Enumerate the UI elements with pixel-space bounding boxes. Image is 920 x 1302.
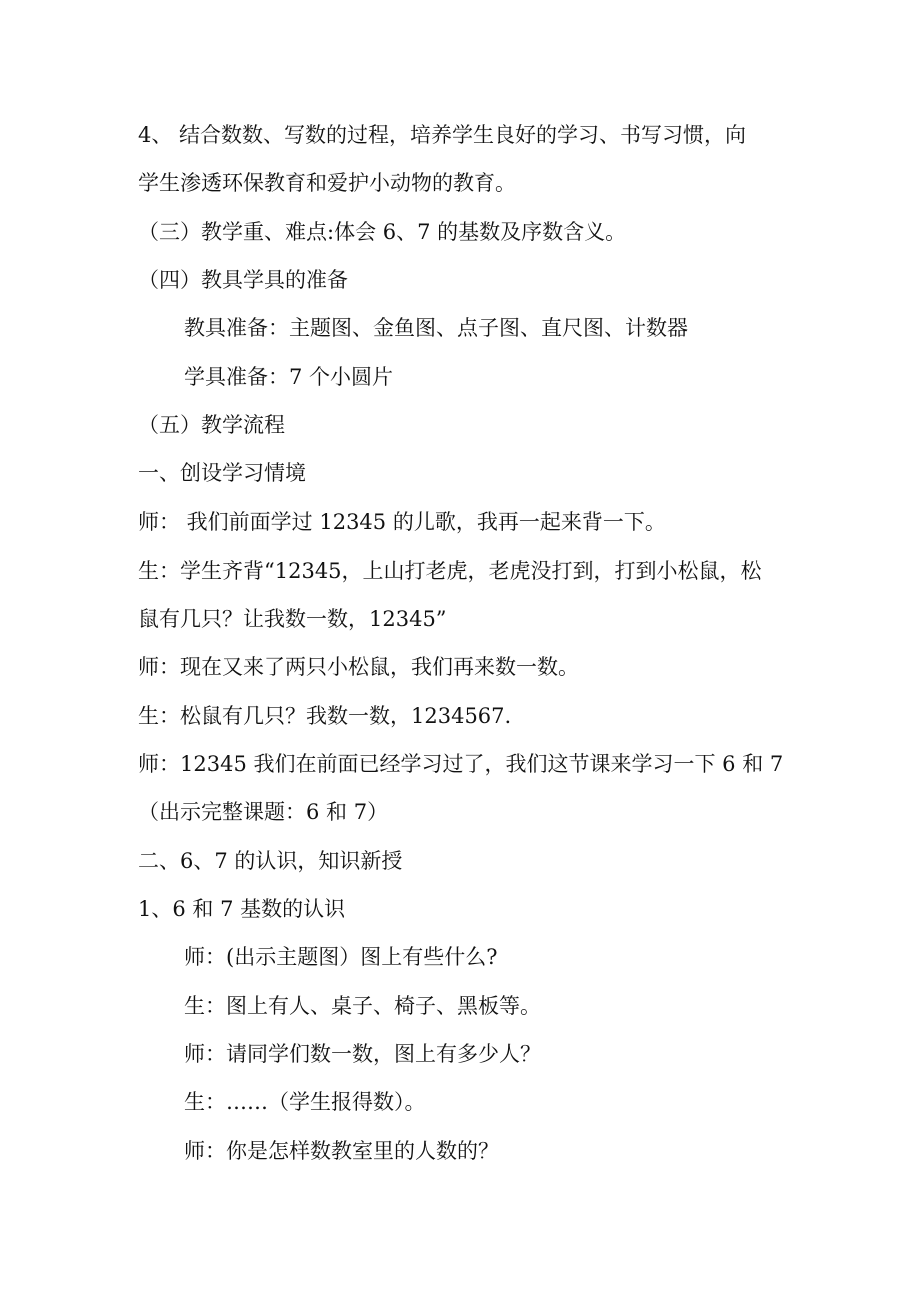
dialogue-line-3: 鼠有几只？让我数一数，12345” [138, 607, 447, 631]
dialogue-line-8: 师：(出示主题图）图上有些什么? [184, 945, 498, 969]
dialogue-line-6: 师：12345 我们在前面已经学习过了，我们这节课来学习一下 6 和 7 [138, 752, 784, 776]
subheading-create-situation: 一、创设学习情境 [138, 461, 306, 485]
dialogue-line-11: 生：……（学生报得数）。 [184, 1090, 426, 1114]
dialogue-line-4: 师：现在又来了两只小松鼠，我们再来数一数。 [138, 655, 579, 679]
teaching-aids-line: 教具准备：主题图、金鱼图、点子图、直尺图、计数器 [184, 316, 688, 340]
section-heading-process: （五）教学流程 [138, 413, 285, 437]
dialogue-line-1: 师： 我们前面学过 12345 的儿歌，我再一起来背一下。 [138, 510, 666, 534]
dialogue-line-2: 生：学生齐背“12345，上山打老虎，老虎没打到，打到小松鼠，松 [138, 559, 762, 583]
learning-aids-line: 学具准备：7 个小圆片 [184, 365, 394, 389]
dialogue-line-10: 师：请同学们数一数，图上有多少人？ [184, 1042, 541, 1066]
dialogue-line-5: 生：松鼠有几只？我数一数，1234567. [138, 704, 512, 728]
subheading-new-knowledge: 二、6、7 的认识，知识新授 [138, 849, 403, 873]
dialogue-line-12: 师：你是怎样数教室里的人数的？ [184, 1139, 499, 1163]
dialogue-line-9: 生：图上有人、桌子、椅子、黑板等。 [184, 994, 541, 1018]
section-heading-key-points: （三）教学重、难点:体会 6、7 的基数及序数含义。 [138, 220, 627, 244]
paragraph-line-1: 4、 结合数数、写数的过程，培养学生良好的学习、书写习惯，向 [138, 123, 747, 147]
dialogue-line-7: （出示完整课题：6 和 7） [138, 800, 389, 824]
section-heading-teaching-aids: （四）教具学具的准备 [138, 268, 348, 292]
paragraph-line-2: 学生渗透环保教育和爱护小动物的教育。 [138, 171, 516, 195]
subheading-cardinal-numbers: 1、6 和 7 基数的认识 [138, 897, 346, 921]
